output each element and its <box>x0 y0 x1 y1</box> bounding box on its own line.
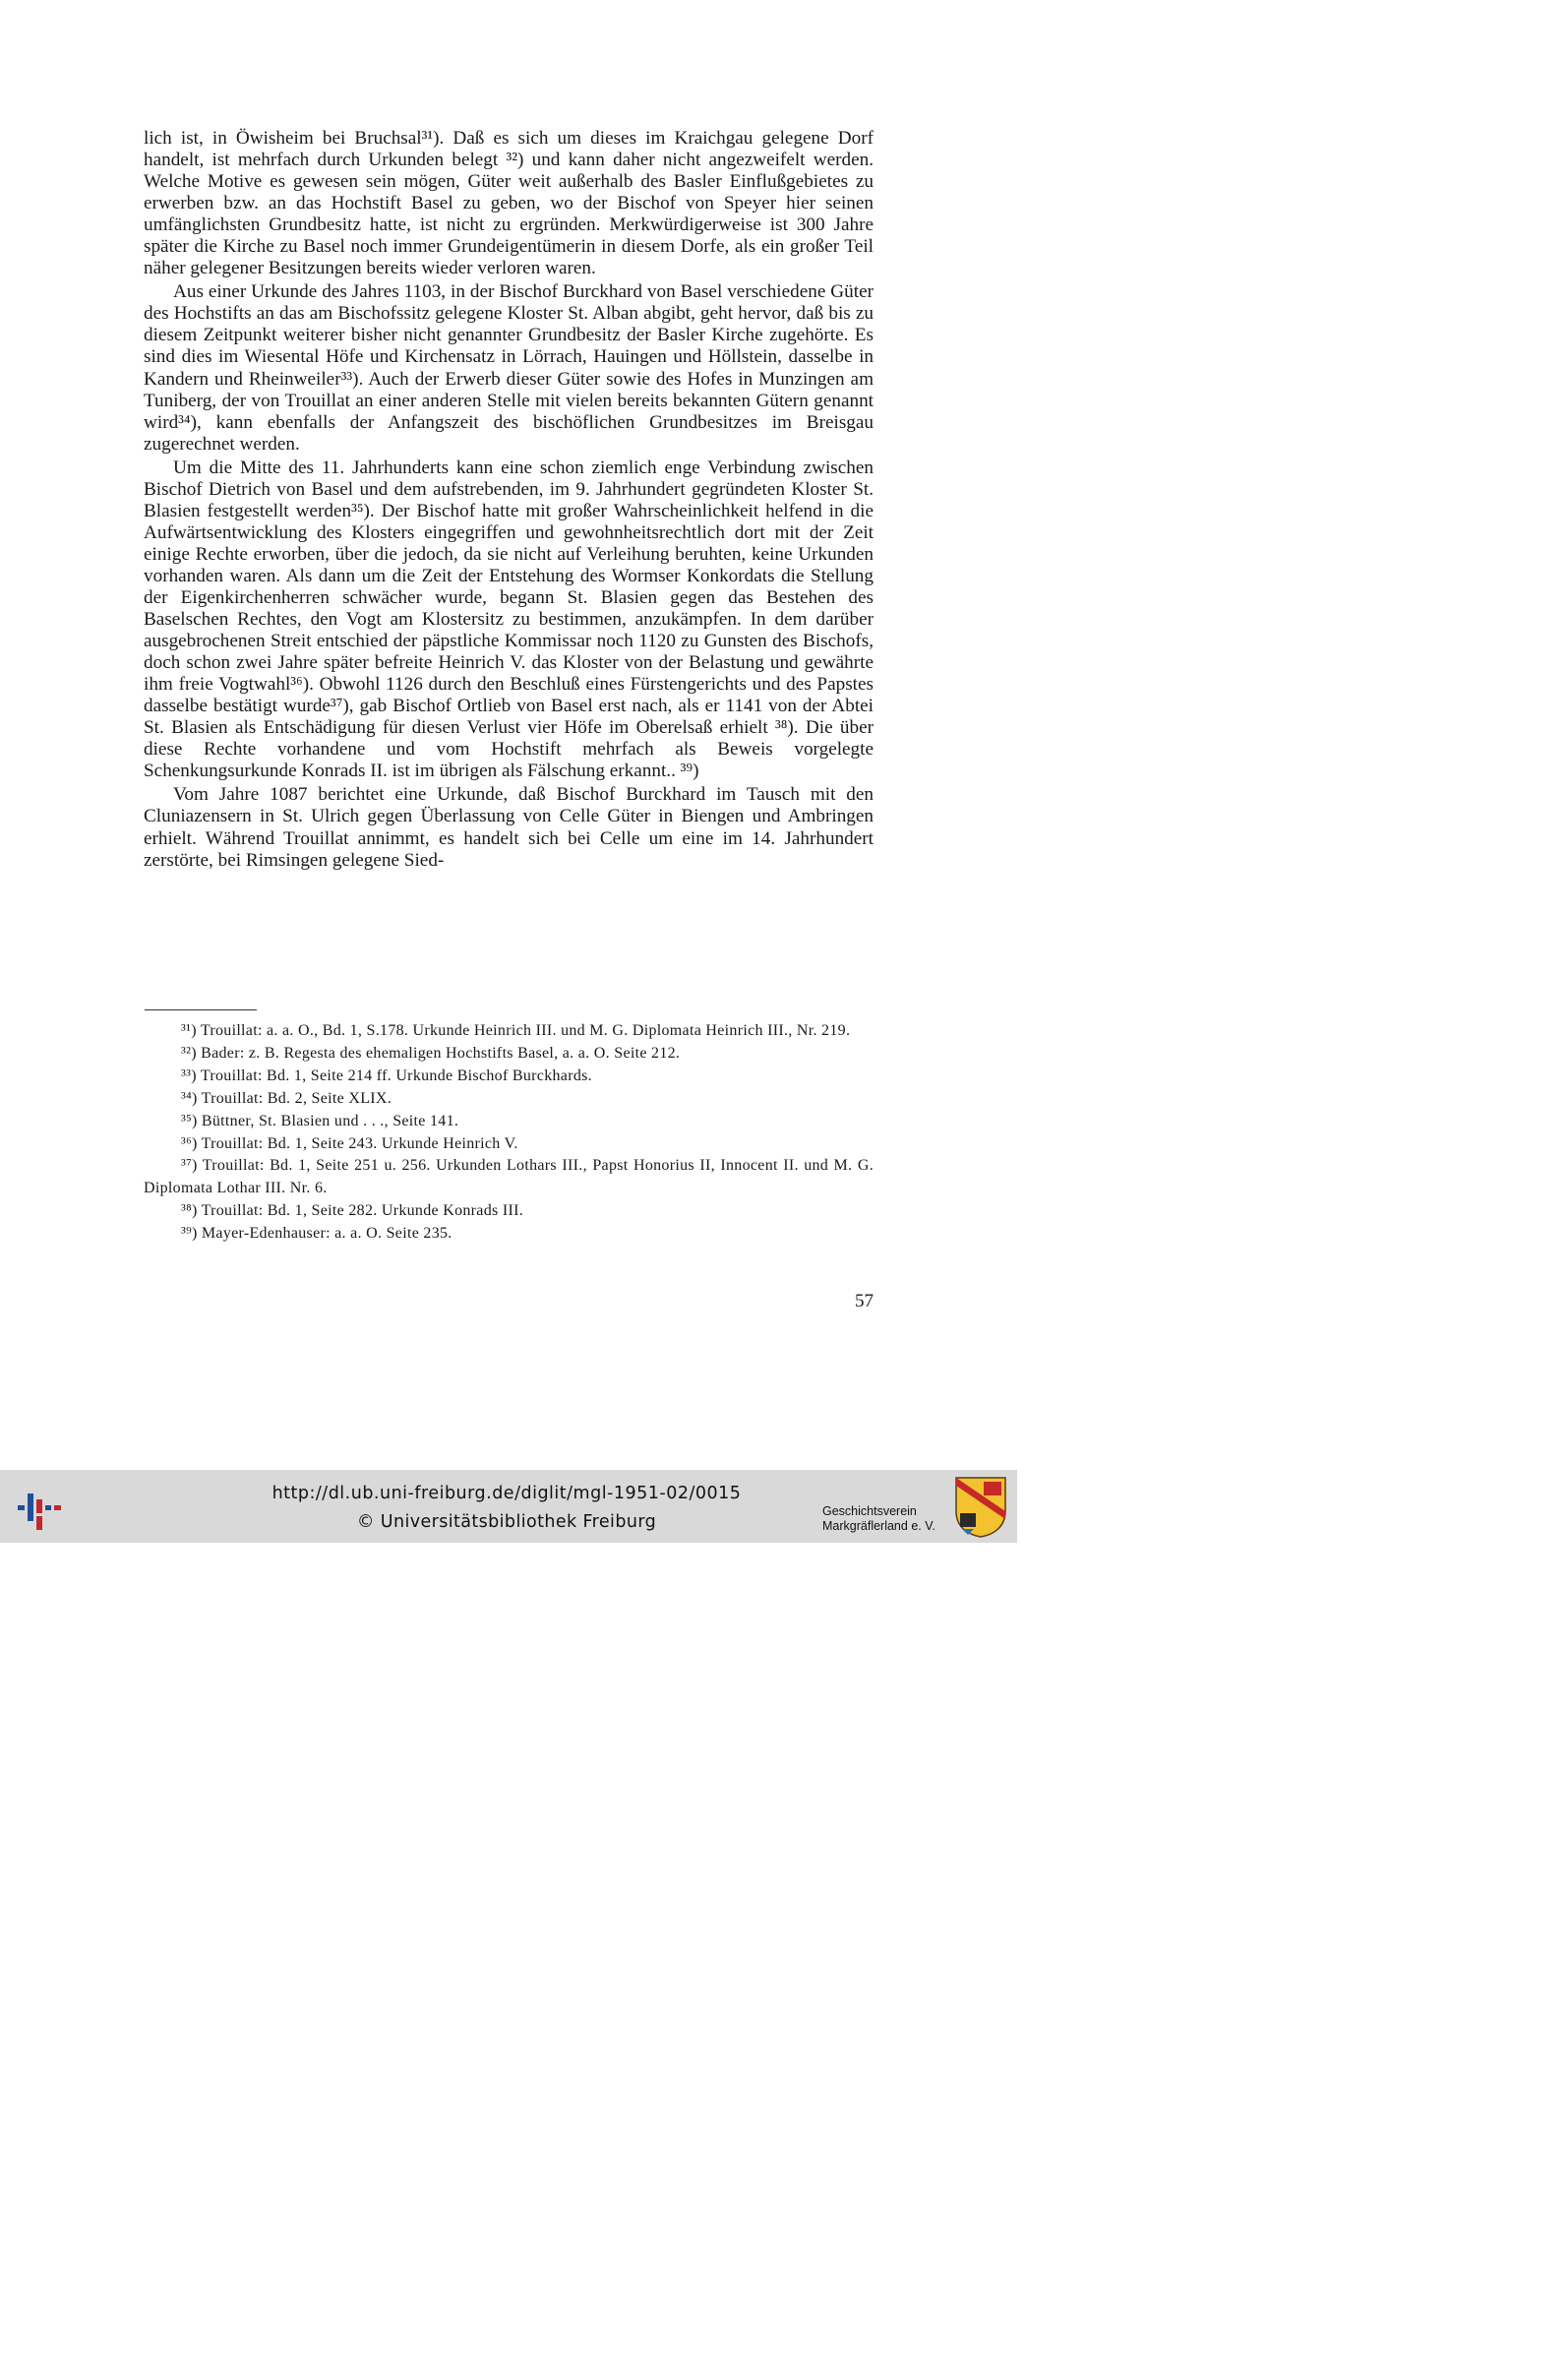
paragraph: Aus einer Urkunde des Jahres 1103, in der Bischof Burckhard von Basel verschiedene Güter des Hochstifts an das am Bischofssitz gelegene Kloster St. Alban abgibt, geht hervor, daß bis zu diesem Zeitpunkt weiterer bisher nicht genannter Grundbesitz der Basler Kirche zugehörte. Es sind dies im Wiesental Höfe und Kirchensatz in Lörrach, Hauingen und Höllstein, dasselbe in Kandern und Rheinweiler³³). Auch der Erwerb dieser Güter sowie des Hofes in Munzingen am Tuniberg, der von Trouillat an einer anderen Stelle mit vielen bereits bekannten Gütern genannt wird³⁴), kann ebenfalls der Anfangszeit des bischöflichen Grundbesitzes im Breisgau zugerechnet werden. <box>144 281 874 455</box>
footnote: ³⁶) Trouillat: Bd. 1, Seite 243. Urkunde Heinrich V. <box>181 1134 518 1152</box>
paragraph: Vom Jahre 1087 berichtet eine Urkunde, daß Bischof Burckhard im Tausch mit den Cluniazensern in St. Ulrich gegen Überlassung von Celle Güter in Biengen und Ambringen erhielt. Während Trouillat annimmt, es handelt sich bei Celle um eine im 14. Jahrhundert zerstörte, bei Rimsingen gelegene Sied- <box>144 784 874 871</box>
footnote: ³⁷) Trouillat: Bd. 1, Seite 251 u. 256. Urkunden Lothars III., Papst Honorius II, Innocent II. und M. G. Diplomata Lothar III. Nr. 6. <box>144 1157 874 1197</box>
body-text <box>144 128 874 872</box>
document-url-link[interactable]: http://dl.ub.uni-freiburg.de/diglit/mgl-1951-02/0015 <box>271 1484 742 1503</box>
footnote: ³³) Trouillat: Bd. 1, Seite 214 ff. Urkunde Bischof Burckhards. <box>181 1067 592 1084</box>
footnote: ³¹) Trouillat: a. a. O., Bd. 1, S.178. Urkunde Heinrich III. und M. G. Diplomata Heinrich III., Nr. 219. <box>181 1022 851 1039</box>
footnote: ³⁸) Trouillat: Bd. 1, Seite 282. Urkunde Konrads III. <box>181 1202 524 1220</box>
document-page <box>0 0 1017 1470</box>
footnote: ³⁵) Büttner, St. Blasien und . . ., Seite 141. <box>181 1112 459 1129</box>
society-name-line: Geschichtsverein <box>822 1504 917 1518</box>
footnote: ³⁹) Mayer-Edenhauser: a. a. O. Seite 235. <box>181 1225 452 1243</box>
paragraph: lich ist, in Öwisheim bei Bruchsal³¹). Daß es sich um dieses im Kraichgau gelegene Dorf handelt, ist mehrfach durch Urkunden belegt ³²) und kann daher nicht angezweifelt werden. Welche Motive es gewesen sein mögen, Güter weit außerhalb des Basler Einflußgebietes zu erwerben bzw. an das Hochstift Basel zu geben, wo der Bischof von Speyer hier seinen umfänglichsten Grundbesitz hatte, ist nicht zu ergründen. Merkwürdigerweise ist 300 Jahre später die Kirche zu Basel noch immer Grundeigentümerin in diesem Dorfe, als ein großer Teil näher gelegener Besitzungen bereits wieder verloren waren. <box>144 128 874 279</box>
society-name-line: Markgräflerland e. V. <box>822 1519 935 1533</box>
coat-of-arms-icon <box>952 1474 1009 1539</box>
society-name <box>822 1504 950 1534</box>
footnotes <box>144 1020 874 1246</box>
footer-bar <box>0 1470 1017 1543</box>
ub-freiburg-logo-icon[interactable] <box>16 1482 67 1533</box>
footnote: ³⁴) Trouillat: Bd. 2, Seite XLIX. <box>181 1089 392 1107</box>
paragraph: Um die Mitte des 11. Jahrhunderts kann eine schon ziemlich enge Verbindung zwischen Bischof Dietrich von Basel und dem aufstrebenden, im 9. Jahrhundert gegründeten Kloster St. Blasien festgestellt werden³⁵). Der Bischof hatte mit großer Wahrscheinlichkeit helfend in die Aufwärtsentwicklung des Klosters eingegriffen und gewohnheitsrechtlich dort mit der Zeit einige Rechte erworben, über die jedoch, da sie nicht auf Verleihung beruhten, keine Urkunden vorhanden waren. Als dann um die Zeit der Entstehung des Wormser Konkordats die Stellung der Eigenkirchenherren schwächer wurde, begann St. Blasien gegen das Bestehen des Baselschen Rechtes, den Vogt am Klostersitz zu bestimmen, anzukämpfen. In dem darüber ausgebrochenen Streit entschied der päpstliche Kommissar noch 1120 zu Gunsten des Bischofs, doch schon zwei Jahre später befreite Heinrich V. das Kloster von der Belastung und gewährte ihm freie Vogtwahl³⁶). Obwohl 1126 durch den Beschluß eines Fürstengerichts und des Papstes dasselbe bestätigt wurde³⁷), gab Bischof Ortlieb von Basel erst nach, als er 1141 von der Abtei St. Blasien als Entschädigung für diesen Verlust vier Höfe im Oberelsaß erhielt ³⁸). Die über diese Rechte vorhandene und vom Hochstift mehrfach als Beweis vorgelegte Schenkungsurkunde Konrads II. ist im übrigen als Fälschung erkannt.. ³⁹) <box>144 457 874 782</box>
page-number: 57 <box>855 1291 874 1311</box>
footnote: ³²) Bader: z. B. Regesta des ehemaligen Hochstifts Basel, a. a. O. Seite 212. <box>181 1044 681 1062</box>
copyright-text: © Universitätsbibliothek Freiburg <box>356 1512 657 1532</box>
footnote-divider <box>145 1009 257 1010</box>
